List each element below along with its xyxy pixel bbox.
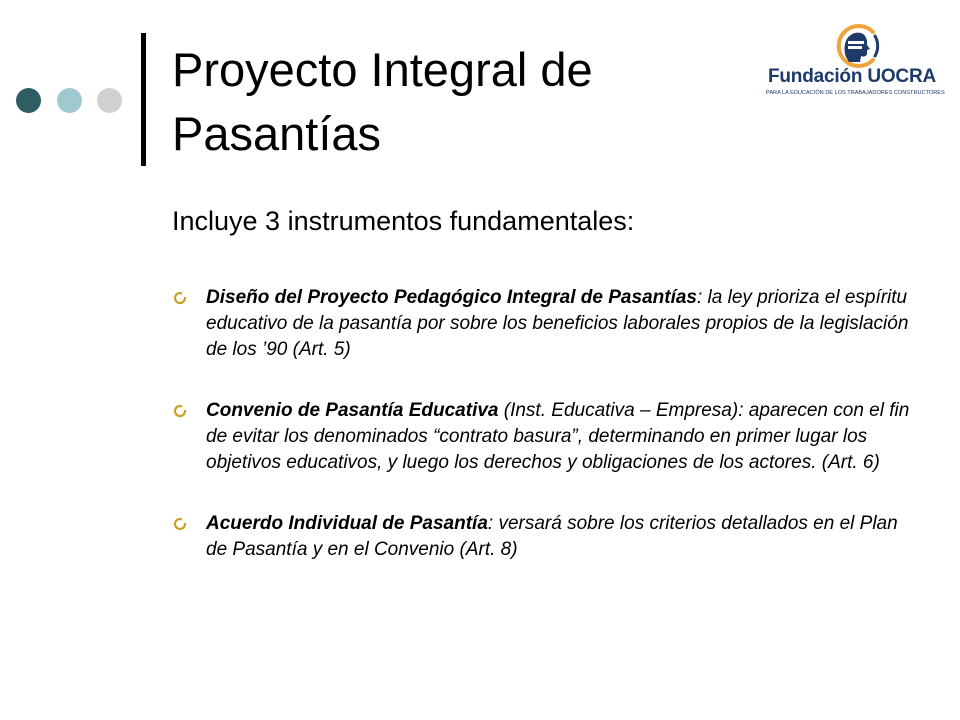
bullet-text bbox=[206, 287, 908, 360]
bullet-description: : versará sobre los criterios detallados en el Plan de Pasantía y en el Convenio (Art. 8) bbox=[206, 513, 898, 560]
slide-subtitle: Incluye 3 instrumentos fundamentales: bbox=[172, 206, 635, 236]
title-divider bbox=[141, 33, 146, 166]
bullet-text bbox=[206, 513, 898, 560]
bullet-description: (Inst. Educativa – Empresa): aparecen con el fin de evitar los denominados “contrato basura”, determinando en primer lugar los objetivos educativos, y luego los derechos y obligaciones de los actores. (Art. 6) bbox=[206, 400, 910, 473]
logo-name: Fundación UOCRA bbox=[768, 66, 936, 87]
bullet-term: Acuerdo Individual de Pasantía bbox=[206, 513, 488, 534]
decorative-dot-teal bbox=[57, 88, 82, 113]
decorative-dot-dark bbox=[16, 88, 41, 113]
head-silhouette-icon bbox=[830, 22, 880, 68]
bullet-item-acuerdo bbox=[172, 511, 912, 563]
slide-title bbox=[172, 38, 732, 166]
fundacion-uocra-logo bbox=[766, 22, 945, 98]
bullet-ring-icon bbox=[173, 517, 187, 531]
title-line-1: Proyecto Integral de bbox=[172, 43, 593, 96]
bullet-item-diseno bbox=[172, 285, 912, 363]
bullet-term: Diseño del Proyecto Pedagógico Integral de Pasantías bbox=[206, 287, 697, 308]
decorative-dot-gray bbox=[97, 88, 122, 113]
bullet-description: : la ley prioriza el espíritu educativo de la pasantía por sobre los beneficios laborales propios de la legislación de los ’90 (Art. 5) bbox=[206, 287, 909, 360]
bullet-item-convenio bbox=[172, 398, 912, 476]
bullet-term: Convenio de Pasantía Educativa bbox=[206, 400, 499, 421]
bullet-text bbox=[206, 400, 909, 473]
bullet-ring-icon bbox=[173, 291, 187, 305]
title-line-2: Pasantías bbox=[172, 107, 382, 160]
logo-tagline: PARA LA EDUCACIÓN DE LOS TRABAJADORES CONSTRUCTORES bbox=[766, 90, 945, 96]
bullet-ring-icon bbox=[173, 404, 187, 418]
bullet-list bbox=[172, 285, 912, 563]
